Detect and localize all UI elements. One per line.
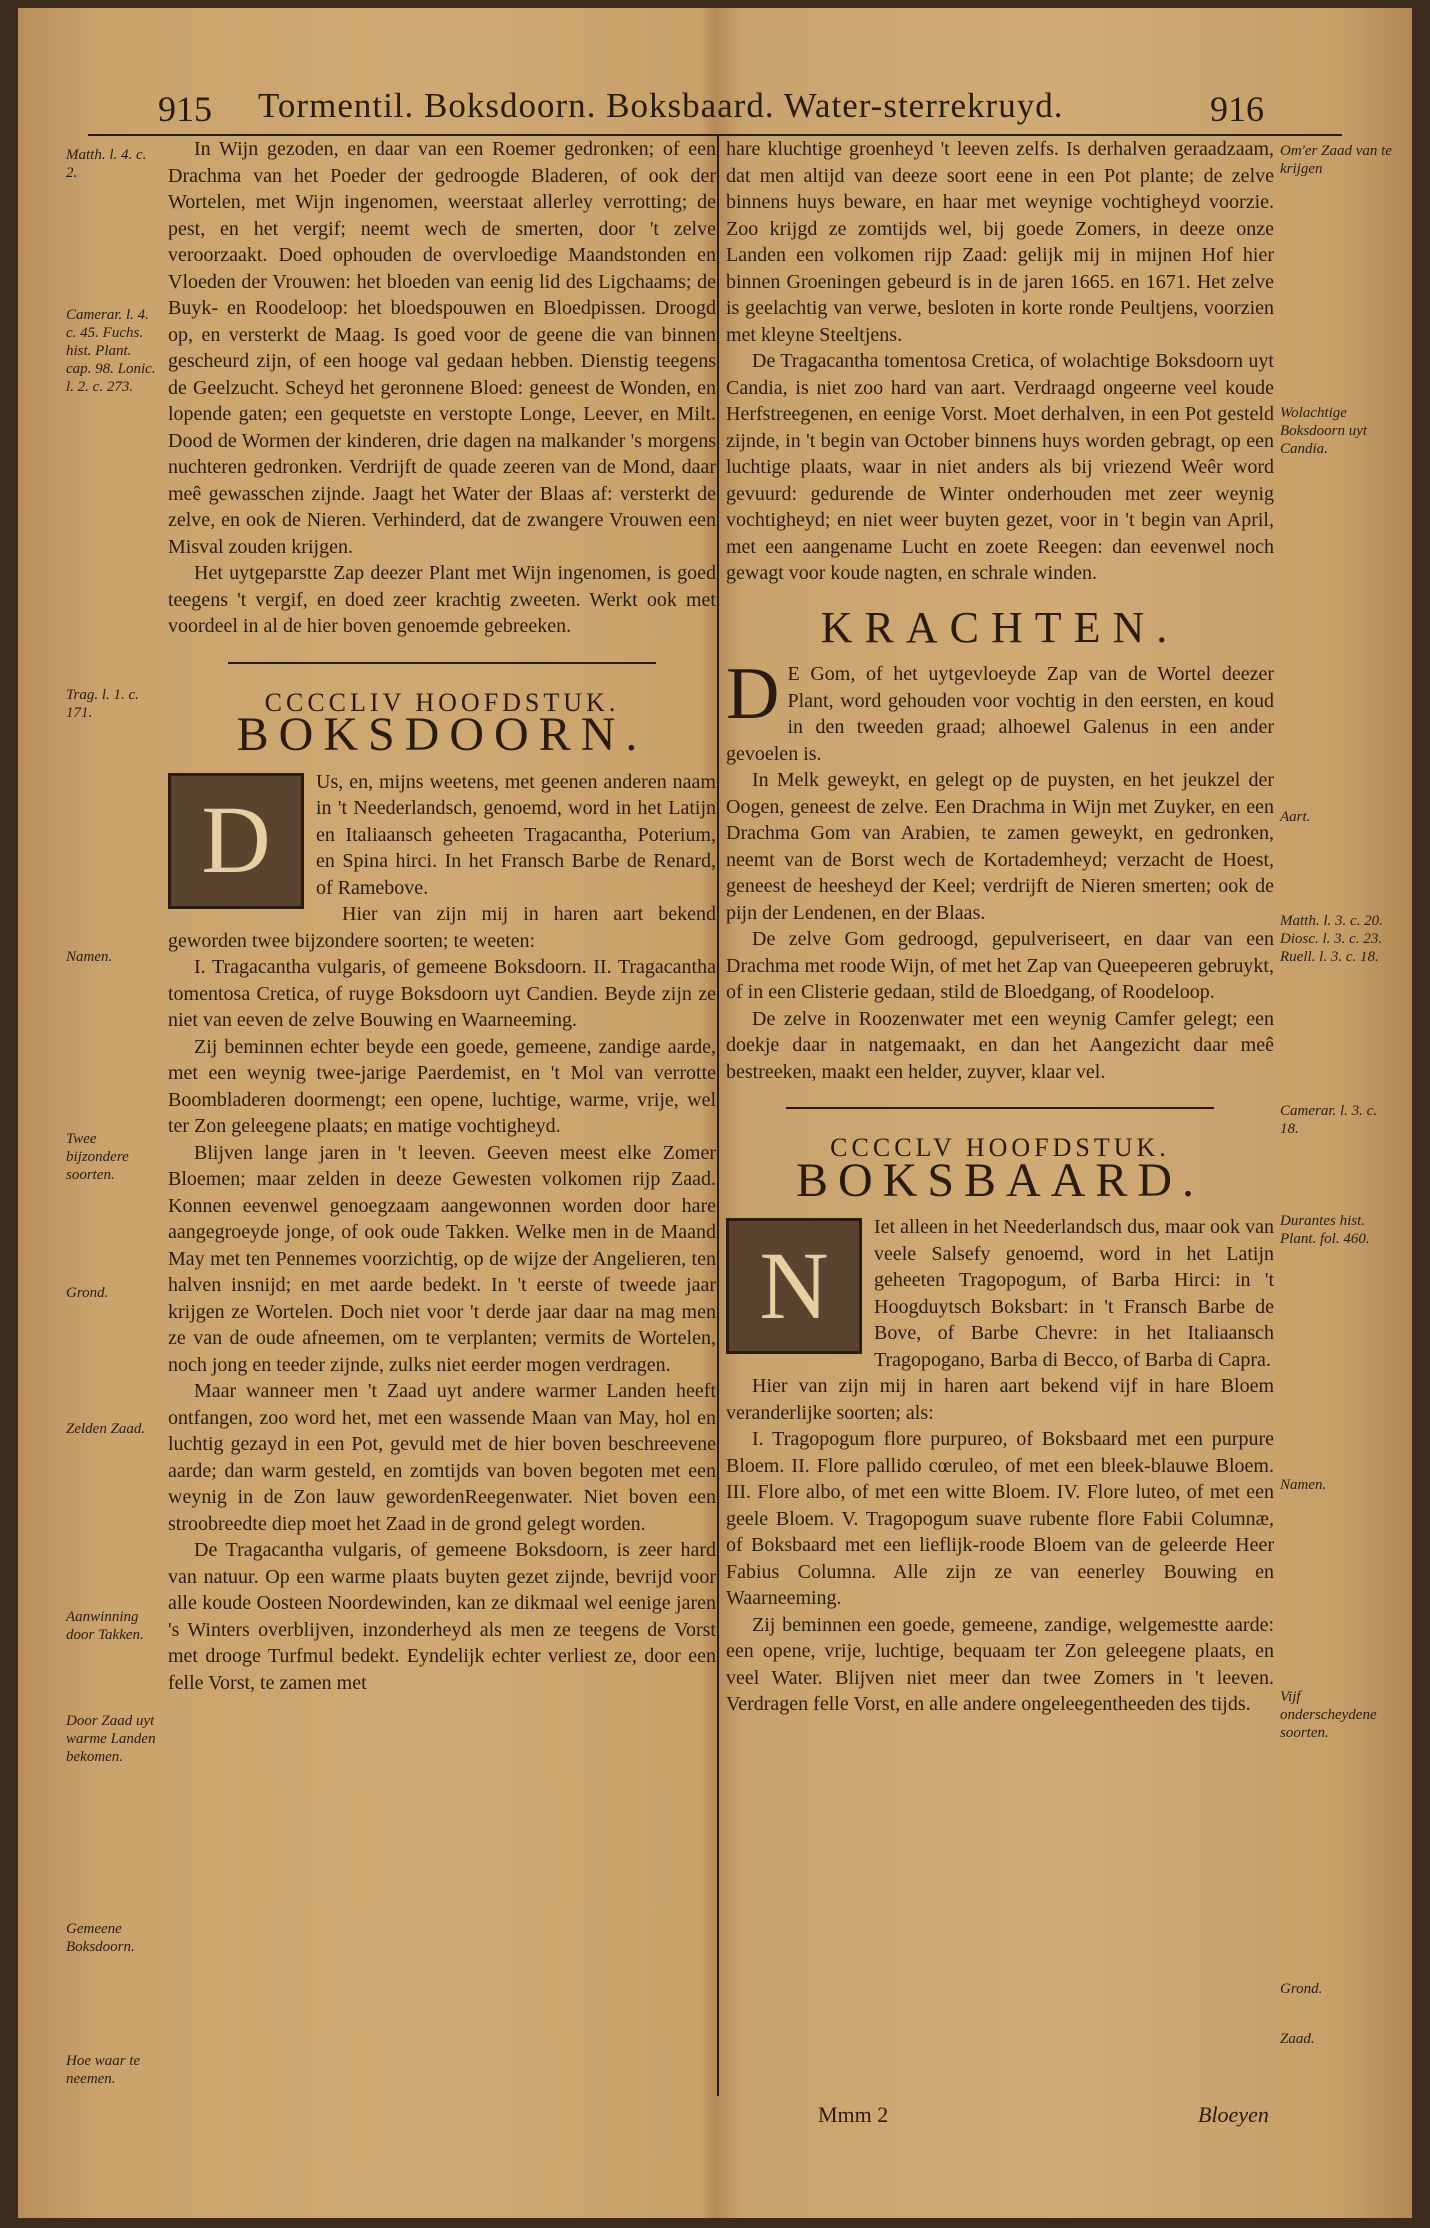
page-number-right: 916 [1210, 89, 1264, 129]
margin-note: Namen. [1280, 1477, 1327, 1493]
section-rule [786, 1107, 1214, 1109]
margin-note: Zelden Zaad. [66, 1421, 146, 1437]
section-title: KRACHTEN. [820, 602, 1180, 652]
running-title: Tormentil. Boksdoorn. Boksbaard. Water-sterrekruyd. [258, 86, 1064, 125]
chapter-title: BOKSDOORN. [236, 708, 648, 761]
margin-note: Namen. [66, 949, 113, 965]
margin-note: Camerar. l. 3. c. 18. [1280, 1103, 1378, 1137]
margin-note: Matth. l. 4. c. 2. [66, 147, 147, 181]
paragraph: Iet alleen in het Neederlandsch dus, maar ook van veele Salsefy genoemd, word in het Latijn geheeten Tragopogum, of Barba Hirci: in 't Hoogduytsch Boksbart: in 't Fransch Barbe de Bove, of Barbe Chevre: in het Italiaansch Tragopogano, Barba di Becco, of Barba di Capra. [874, 1216, 1274, 1371]
chapter-heading: CCCCLIV HOOFDSTUK. [264, 687, 620, 717]
margin-note: Aanwinning door Takken. [66, 1609, 144, 1643]
book-page [18, 8, 1412, 2218]
paragraph: I. Tragopogum flore purpureo, of Boksbaard met een purpure Bloem. II. Flore pallido cœruleo, of met een bleek-blauwe Bloem. III. Flore albo, of met een witte Bloem. IV. Flore luteo, of met een geele Bloem. V. Tragopogum suave rubente flore Fabii Columnæ, of Boksbaard met een lieflijk-roode Bloem van de geleerde Heer Fabius Columna. Alle zijn ze van eenerley Bouwing en Waarneeming. [726, 1428, 1274, 1609]
decorated-initial: D [168, 773, 304, 909]
catchword: Bloeyen [1198, 2102, 1269, 2127]
chapter-title: BOKSBAARD. [795, 1153, 1205, 1207]
margin-note: Door Zaad uyt warme Landen bekomen. [66, 1713, 156, 1765]
page-number-left: 915 [158, 89, 212, 129]
running-header [18, 82, 1412, 134]
margin-note: Trag. l. 1. c. 171. [66, 687, 139, 721]
margin-note: Camerar. l. 4. c. 45. Fuchs. hist. Plant. cap. 98. Lonic. l. 2. c. 273. [66, 307, 156, 395]
margin-note: Grond. [1280, 1981, 1323, 1997]
right-column [726, 136, 1274, 1718]
paragraph: De Tragacantha vulgaris, of gemeene Boksdoorn, is zeer hard van natuur. Op een warme plaats buyten gezet zijnde, bevrijd voor alle koude Oosteen Noordewinden, kan ze dikmaal wel eenige jaren 's Winters overblijven, inzonderheyd als men ze teegens de Vorst met drooge Turfmul bedekt. Eyndelijk echter verliest ze, door een felle Vorst, te zamen met [168, 1539, 716, 1694]
margin-note: Gemeene Boksdoorn. [66, 1921, 135, 1955]
paragraph: E Gom, of het uytgevloeyde Zap van de Wortel deezer Plant, word gehouden voor vochtig in den eersten, en koud in den tweeden graad; alhoewel Galenus in een ander gevoelen is. [726, 663, 1274, 765]
paragraph: Zij beminnen echter beyde een goede, gemeene, zandige aarde, met een weynig twee-jarige Paerdemist, en 't Mol van verrotte Boombladeren doormengt; een opene, luchtige, warme, vrije, wel ter Zon geleegene plaats; en matige vochtigheyd. [168, 1035, 716, 1137]
margin-note: Wolachtige Boksdoorn uyt Candia. [1280, 405, 1368, 457]
paragraph: De zelve in Roozenwater met een weynig Camfer gelegt; een doekje daar in natgemaakt, en dan het Aangezicht daar meê bestreeken, maakt een helder, zuyver, klaar vel. [726, 1007, 1274, 1083]
margin-note: Om'er Zaad van te krijgen [1280, 143, 1392, 177]
left-column [168, 136, 716, 1696]
paragraph: Blijven lange jaren in 't leeven. Geeven meest elke Zomer Bloemen; maar zelden in deeze Gewesten volkomen rijp Zaad. Konnen eevenwel genoegzaam aangewonnen worden door hare aangegroeyde jonge, of ook oude Takken. Welke men in de Maand May met ten Pennemes voorzichtig, op de wijze der Angelieren, ten halven insnijd; en met aarde bedekt. In 't eerste of tweede jaar krijgen ze Wortelen. Doch niet voor 't derde jaar daar na mag men ze van de oude afneemen, om te verplanten; vermits de Wortelen, noch jong en teeder zijnde, zulks niet eerder mogen verdragen. [168, 1141, 716, 1376]
paragraph: Us, en, mijns weetens, met geenen anderen naam in 't Neederlandsch, genoemd, word in het Latijn en Italiaansch geheeten Tragacantha, Poterium, en Spina hirci. In het Fransch Barbe de Renard, of Ramebove. [316, 770, 716, 899]
paragraph: De Tragacantha tomentosa Cretica, of wolachtige Boksdoorn uyt Candia, is niet zoo hard van aart. Verdraagd ongeerne veel koude Herfstreegenen, en eenige Vorst. Moet derhalven, in een Pot gesteld zijnde, in 't begin van October binnens huys worden gebragt, op een luchtige plaats, waar in niet anders als bij vriezend Weêr word gevuurd: gedurende de Winter onderhouden met zeer weynig vochtigheyd; en niet weer buyten gezet, voor in 't begin van April, met een aangename Lucht en zoete Reegen: dan eevenwel noch gewagt voor koude nagten, en schrale winden. [726, 350, 1274, 584]
decorated-initial: N [726, 1218, 862, 1354]
paragraph: Zij beminnen een goede, gemeene, zandige, welgemestte aarde: een opene, vrije, luchtige, bequaam ter Zon geleegene plaats, en veel Water. Blijven niet meer dan twee Zomers in 't leeven. Verdragen felle Vorst, en alle andere ongeleegentheeden des tijds. [726, 1613, 1274, 1715]
margin-note: Vijf onderscheydene soorten. [1280, 1689, 1377, 1741]
margin-note: Durantes hist. Plant. fol. 460. [1280, 1213, 1370, 1247]
paragraph: Hier van zijn mij in haren aart bekend vijf in hare Bloem veranderlijke soorten; als: [726, 1375, 1274, 1424]
column-divider [717, 136, 719, 2096]
margin-note: Grond. [66, 1285, 109, 1301]
margin-note: Matth. l. 3. c. 20. Diosc. l. 3. c. 23. Ruell. l. 3. c. 18. [1280, 913, 1383, 965]
paragraph: Maar wanneer men 't Zaad uyt andere warmer Landen heeft ontfangen, zoo word het, met een wassende Maan van May, hol en luchtig gezayd in een Pot, gevuld met de hier boven beschreevene aarde; dan warm gesteld, en zomtijds van boven begoten met een weynig in de Zon lauw gewordenReegenwater. Niet boven een stroobreedte diep moet het Zaad in de grond gelegt worden. [168, 1380, 716, 1535]
paragraph: Het uytgeparstte Zap deezer Plant met Wijn ingenomen, is goed teegens 't vergif, en doed zeer krachtig zweeten. Werkt ook met voordeel in al de hier boven genoemde gebreeken. [168, 562, 716, 637]
section-rule [228, 662, 656, 664]
initial-letter: D [726, 653, 780, 735]
paragraph: De zelve Gom gedroogd, gepulveriseert, en daar van een Drachma met roode Wijn, of met het Zap van Queepeeren gebruykt, of in een Clisterie gedaan, stild de Bloedgang, of Roodeloop. [726, 928, 1274, 1003]
margin-note: Aart. [1280, 809, 1311, 825]
margin-note: Hoe waar te neemen. [66, 2053, 141, 2087]
paragraph: In Melk geweykt, en gelegt op de puysten, en het jeukzel der Oogen, geneest de zelve. Een Drachma in Wijn met Zuyker, en een Drachma Gom van Arabien, te zamen geweykt, en gedronken, neemt van de Borst wech de Kortademheyd; verzacht de Hoest, geneest de heesheyd der Keel; verdrijft de Nieren smerten; ook de pijn der Lendenen, en der Blaas. [726, 769, 1274, 924]
margin-note: Zaad. [1280, 2031, 1315, 2047]
paragraph: Hier van zijn mij in haren aart bekend geworden twee bijzondere soorten; te weeten: [168, 903, 716, 952]
margin-note: Twee bijzondere soorten. [66, 1131, 129, 1183]
paragraph: hare kluchtige groenheyd 't leeven zelfs. Is derhalven geraadzaam, dat men altijd van deeze soort eene in een Pot plante; de zelve binnens huys beware, en haar met weynige vochtigheyd voorzie. Zoo krijgd ze zomtijds wel, bij goede Zomers, in deeze onze Landen een volkomen rijp Zaad: gelijk mij in mijnen Hof hier binnen Groeningen gebeurd is in de jaren 1665. en 1671. Het zelve is geelachtig van verwe, besloten in korte ronde Peultjens, voorzien met kleyne Steeltjens. [726, 138, 1274, 346]
paragraph: In Wijn gezoden, en daar van een Roemer gedronken; of een Drachma van het Poeder der gedroogde Bladeren, of ook der Wortelen, met Wijn ingenomen, weerstaat allerley verrotting; de pest, en het vergif; neemt wech de smerten, door 't zelve veroorzaakt. Doed ophouden de overvloedige Maandstonden en Vloeden der Vrouwen: het bloeden van eenig lid des Ligchaams; de Buyk- en Roodeloop: het bloedspouwen en Bloedpissen. Droogd op, en versterkt de Maag. Is goed voor de geene die van binnen gescheurd zijn, of een hooge val gedaan hebben. Dienstig teegens de Geelzucht. Scheyd het geronnene Bloed: geneest de Wonden, en lopende gaten; een gequetste en verstopte Longe, Leever, en Milt. Dood de Wormen der kinderen, drie dagen na malkander 's morgens nuchteren gedronken. Verdrijft de quade zeeren van de Mond, daar meê gewasschen zijnde. Jaagt het Water der Blaas af: versterkt de zelve, en ook de Nieren. Verhinderd, dat de zwangere Vrouwen een Misval zouden krijgen. [168, 138, 716, 558]
paragraph: I. Tragacantha vulgaris, of gemeene Boksdoorn. II. Tragacantha tomentosa Cretica, of ruyge Boksdoorn uyt Candien. Beyde zijn ze niet van eeven de zelve Bouwing en Waarneeming. [168, 956, 716, 1031]
signature-mark: Mmm 2 [818, 2102, 889, 2127]
chapter-heading: CCCCLV HOOFDSTUK. [830, 1133, 1170, 1162]
